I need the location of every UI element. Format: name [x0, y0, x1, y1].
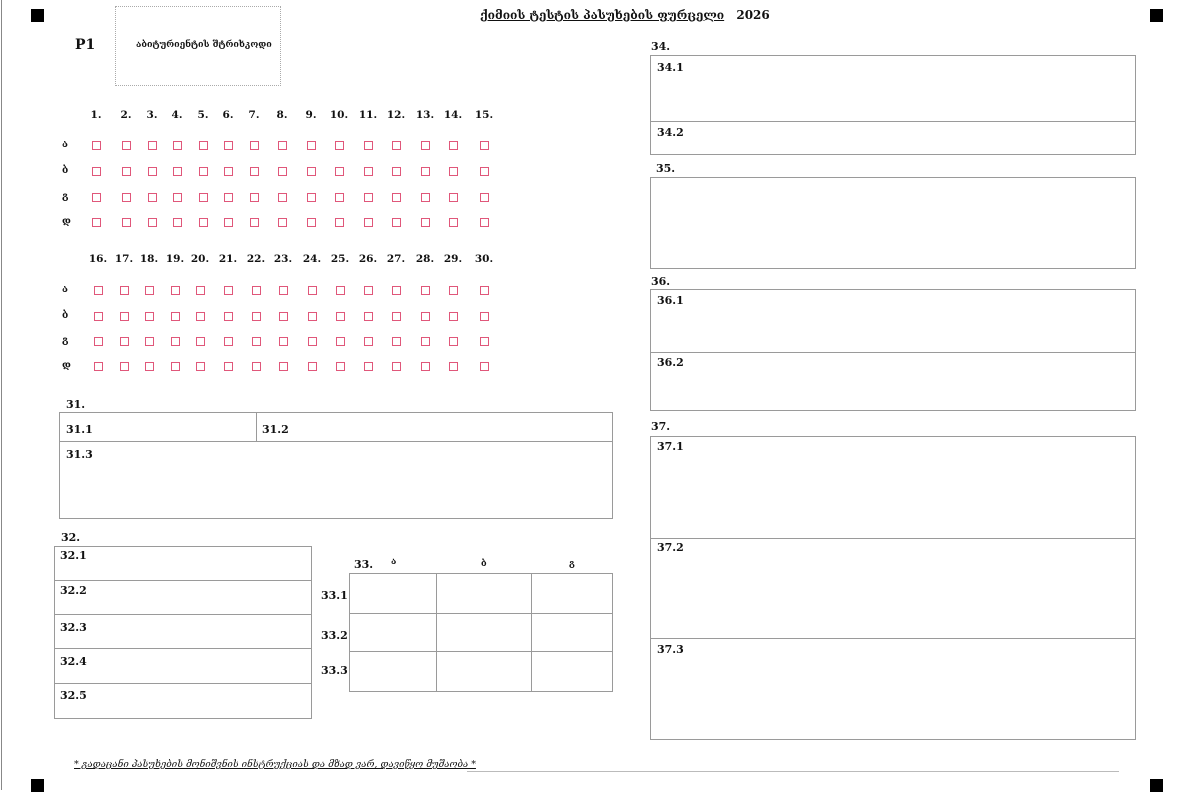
- answer-checkbox[interactable]: [449, 218, 458, 227]
- question-number: 20.: [190, 253, 210, 265]
- answer-checkbox[interactable]: [145, 337, 154, 346]
- answer-option-letter: გ: [62, 191, 69, 202]
- q31-label: 31.: [66, 398, 86, 411]
- answer-checkbox[interactable]: [196, 312, 205, 321]
- answer-checkbox[interactable]: [122, 218, 131, 227]
- answer-checkbox[interactable]: [364, 337, 373, 346]
- answer-checkbox[interactable]: [224, 286, 233, 295]
- answer-checkbox[interactable]: [250, 218, 259, 227]
- answer-checkbox[interactable]: [364, 286, 373, 295]
- q32-part-1-label: 32.1: [60, 549, 87, 562]
- answer-checkbox[interactable]: [421, 362, 430, 371]
- answer-checkbox[interactable]: [92, 141, 101, 150]
- answer-checkbox[interactable]: [199, 193, 208, 202]
- answer-checkbox[interactable]: [336, 362, 345, 371]
- answer-checkbox[interactable]: [480, 312, 489, 321]
- answer-checkbox[interactable]: [421, 193, 430, 202]
- answer-checkbox[interactable]: [392, 193, 401, 202]
- q32-part-4-label: 32.4: [60, 655, 87, 668]
- corner-marker-bottom-left: [31, 779, 44, 792]
- q34-part-2-label: 34.2: [657, 126, 684, 139]
- answer-checkbox[interactable]: [392, 362, 401, 371]
- question-number: 3.: [146, 109, 158, 121]
- answer-checkbox[interactable]: [94, 312, 103, 321]
- answer-checkbox[interactable]: [224, 337, 233, 346]
- answer-checkbox[interactable]: [224, 167, 233, 176]
- answer-checkbox[interactable]: [392, 337, 401, 346]
- answer-checkbox[interactable]: [279, 362, 288, 371]
- q31-split: [256, 412, 257, 441]
- answer-checkbox[interactable]: [364, 141, 373, 150]
- answer-checkbox[interactable]: [279, 286, 288, 295]
- q37-part-3-label: 37.3: [657, 643, 684, 656]
- q32-part-2-label: 32.2: [60, 584, 87, 597]
- question-number: 24.: [302, 253, 322, 265]
- q33-label: 33.: [354, 558, 374, 571]
- signature-line: [467, 771, 1119, 772]
- answer-checkbox[interactable]: [94, 286, 103, 295]
- answer-checkbox[interactable]: [250, 193, 259, 202]
- question-number: 11.: [358, 109, 378, 121]
- corner-marker-bottom-right: [1150, 779, 1163, 792]
- answer-checkbox[interactable]: [173, 193, 182, 202]
- answer-checkbox[interactable]: [199, 141, 208, 150]
- answer-checkbox[interactable]: [480, 337, 489, 346]
- form-code: P1: [75, 37, 96, 53]
- answer-checkbox[interactable]: [122, 193, 131, 202]
- answer-checkbox[interactable]: [421, 218, 430, 227]
- corner-marker-top-right: [1150, 9, 1163, 22]
- answer-checkbox[interactable]: [335, 218, 344, 227]
- q35-box: [650, 177, 1136, 269]
- question-number: 25.: [330, 253, 350, 265]
- q37-part-1-label: 37.1: [657, 440, 684, 453]
- answer-checkbox[interactable]: [250, 167, 259, 176]
- answer-checkbox[interactable]: [308, 337, 317, 346]
- answer-option-letter: დ: [62, 216, 71, 227]
- question-number: 6.: [222, 109, 234, 121]
- question-number: 15.: [474, 109, 494, 121]
- answer-checkbox[interactable]: [449, 193, 458, 202]
- answer-checkbox[interactable]: [336, 286, 345, 295]
- question-number: 8.: [276, 109, 288, 121]
- q35-label: 35.: [656, 162, 676, 175]
- answer-checkbox[interactable]: [196, 362, 205, 371]
- question-number: 23.: [273, 253, 293, 265]
- answer-checkbox[interactable]: [122, 167, 131, 176]
- q32-divider-2: [54, 614, 312, 615]
- q36-divider: [650, 352, 1136, 353]
- question-number: 2.: [120, 109, 132, 121]
- q32-part-3-label: 32.3: [60, 621, 87, 634]
- answer-checkbox[interactable]: [335, 141, 344, 150]
- answer-checkbox[interactable]: [278, 193, 287, 202]
- answer-checkbox[interactable]: [120, 312, 129, 321]
- answer-checkbox[interactable]: [449, 167, 458, 176]
- question-number: 17.: [114, 253, 134, 265]
- answer-option-letter: ბ: [62, 165, 69, 176]
- question-number: 26.: [358, 253, 378, 265]
- answer-checkbox[interactable]: [480, 193, 489, 202]
- answer-checkbox[interactable]: [308, 286, 317, 295]
- q32-box: [54, 546, 312, 719]
- q33-row-divider-1: [349, 613, 613, 614]
- page-title: [480, 8, 770, 22]
- q36-part-2-label: 36.2: [657, 356, 684, 369]
- answer-checkbox[interactable]: [308, 362, 317, 371]
- question-number: 28.: [415, 253, 435, 265]
- answer-checkbox[interactable]: [364, 218, 373, 227]
- answer-checkbox[interactable]: [196, 286, 205, 295]
- q33-col-divider-2: [531, 573, 532, 692]
- answer-checkbox[interactable]: [120, 286, 129, 295]
- answer-checkbox[interactable]: [480, 167, 489, 176]
- question-number: 16.: [88, 253, 108, 265]
- answer-checkbox[interactable]: [307, 218, 316, 227]
- q32-divider-4: [54, 683, 312, 684]
- answer-checkbox[interactable]: [199, 218, 208, 227]
- answer-checkbox[interactable]: [120, 337, 129, 346]
- question-number: 21.: [218, 253, 238, 265]
- answer-checkbox[interactable]: [364, 193, 373, 202]
- q37-box: [650, 436, 1136, 740]
- answer-checkbox[interactable]: [449, 312, 458, 321]
- answer-checkbox[interactable]: [449, 141, 458, 150]
- answer-checkbox[interactable]: [335, 193, 344, 202]
- page-title-text: ქიმიის ტესტის პასუხების ფურცელი: [480, 8, 725, 22]
- answer-option-letter: ა: [62, 284, 68, 295]
- answer-checkbox[interactable]: [307, 193, 316, 202]
- answer-checkbox[interactable]: [92, 218, 101, 227]
- answer-checkbox[interactable]: [171, 286, 180, 295]
- answer-checkbox[interactable]: [449, 337, 458, 346]
- q34-divider: [650, 121, 1136, 122]
- answer-checkbox[interactable]: [252, 362, 261, 371]
- answer-checkbox[interactable]: [250, 141, 259, 150]
- answer-checkbox[interactable]: [364, 312, 373, 321]
- answer-checkbox[interactable]: [307, 141, 316, 150]
- answer-checkbox[interactable]: [279, 337, 288, 346]
- q33-row-divider-2: [349, 651, 613, 652]
- answer-checkbox[interactable]: [196, 337, 205, 346]
- answer-checkbox[interactable]: [392, 286, 401, 295]
- answer-checkbox[interactable]: [148, 167, 157, 176]
- q34-box: [650, 55, 1136, 155]
- corner-marker-top-left: [31, 9, 44, 22]
- answer-checkbox[interactable]: [224, 141, 233, 150]
- answer-checkbox[interactable]: [148, 141, 157, 150]
- answer-checkbox[interactable]: [421, 167, 430, 176]
- answer-checkbox[interactable]: [173, 167, 182, 176]
- answer-checkbox[interactable]: [364, 167, 373, 176]
- answer-checkbox[interactable]: [173, 218, 182, 227]
- answer-checkbox[interactable]: [171, 362, 180, 371]
- page-title-year: 2026: [736, 8, 770, 22]
- question-number: 13.: [415, 109, 435, 121]
- q36-part-1-label: 36.1: [657, 294, 684, 307]
- question-number: 5.: [197, 109, 209, 121]
- answer-option-letter: დ: [62, 360, 71, 371]
- answer-checkbox[interactable]: [392, 141, 401, 150]
- answer-checkbox[interactable]: [171, 337, 180, 346]
- question-number: 22.: [246, 253, 266, 265]
- q33-col-divider-1: [436, 573, 437, 692]
- question-number: 18.: [139, 253, 159, 265]
- answer-checkbox[interactable]: [335, 167, 344, 176]
- q37-divider-1: [650, 538, 1136, 539]
- answer-checkbox[interactable]: [421, 337, 430, 346]
- answer-checkbox[interactable]: [94, 337, 103, 346]
- q33-col-a: ა: [391, 557, 397, 567]
- answer-checkbox[interactable]: [278, 167, 287, 176]
- answer-checkbox[interactable]: [224, 312, 233, 321]
- answer-checkbox[interactable]: [480, 286, 489, 295]
- answer-checkbox[interactable]: [308, 312, 317, 321]
- answer-checkbox[interactable]: [449, 286, 458, 295]
- question-number: 27.: [386, 253, 406, 265]
- answer-checkbox[interactable]: [148, 218, 157, 227]
- answer-checkbox[interactable]: [278, 218, 287, 227]
- answer-checkbox[interactable]: [120, 362, 129, 371]
- q33-row-2-label: 33.2: [321, 629, 348, 642]
- answer-checkbox[interactable]: [480, 362, 489, 371]
- answer-checkbox[interactable]: [224, 362, 233, 371]
- answer-checkbox[interactable]: [392, 218, 401, 227]
- answer-checkbox[interactable]: [336, 337, 345, 346]
- answer-checkbox[interactable]: [252, 337, 261, 346]
- answer-option-letter: ბ: [62, 310, 69, 321]
- answer-checkbox[interactable]: [252, 286, 261, 295]
- q36-box: [650, 289, 1136, 411]
- q31-part-3-label: 31.3: [66, 448, 93, 461]
- q32-label: 32.: [61, 531, 81, 544]
- answer-checkbox[interactable]: [224, 193, 233, 202]
- answer-checkbox[interactable]: [92, 193, 101, 202]
- answer-checkbox[interactable]: [145, 312, 154, 321]
- question-number: 7.: [248, 109, 260, 121]
- answer-checkbox[interactable]: [122, 141, 131, 150]
- answer-checkbox[interactable]: [336, 312, 345, 321]
- answer-checkbox[interactable]: [199, 167, 208, 176]
- answer-checkbox[interactable]: [252, 312, 261, 321]
- q37-part-2-label: 37.2: [657, 541, 684, 554]
- question-number: 14.: [443, 109, 463, 121]
- q33-col-b: ბ: [481, 559, 487, 569]
- answer-checkbox[interactable]: [307, 167, 316, 176]
- barcode-box-label: აბიტურიენტის შტრიხკოდი: [136, 40, 272, 50]
- question-number: 10.: [329, 109, 349, 121]
- question-number: 1.: [90, 109, 102, 121]
- answer-option-letter: გ: [62, 335, 69, 346]
- answer-checkbox[interactable]: [480, 141, 489, 150]
- answer-checkbox[interactable]: [364, 362, 373, 371]
- question-number: 12.: [386, 109, 406, 121]
- footer-note: * გადაცანი პასუხების მონიშვნის ინსტრუქციას და მზად ვარ, დავიწყო მუშაობა *: [74, 759, 476, 770]
- answer-checkbox[interactable]: [449, 362, 458, 371]
- page-edge-line: [1, 0, 2, 790]
- q31-divider: [59, 441, 613, 442]
- question-number: 29.: [443, 253, 463, 265]
- q31-box: [59, 412, 613, 519]
- answer-checkbox[interactable]: [148, 193, 157, 202]
- answer-checkbox[interactable]: [145, 362, 154, 371]
- answer-checkbox[interactable]: [421, 312, 430, 321]
- answer-checkbox[interactable]: [94, 362, 103, 371]
- answer-checkbox[interactable]: [224, 218, 233, 227]
- q32-divider-3: [54, 648, 312, 649]
- question-number: 30.: [474, 253, 494, 265]
- q33-row-3-label: 33.3: [321, 664, 348, 677]
- answer-checkbox[interactable]: [480, 218, 489, 227]
- q33-row-1-label: 33.1: [321, 589, 348, 602]
- q32-divider-1: [54, 580, 312, 581]
- question-number: 19.: [165, 253, 185, 265]
- q33-col-g: გ: [569, 559, 575, 569]
- q33-table: [349, 573, 613, 692]
- q37-label: 37.: [651, 420, 671, 433]
- q37-divider-2: [650, 638, 1136, 639]
- answer-checkbox[interactable]: [421, 286, 430, 295]
- answer-checkbox[interactable]: [145, 286, 154, 295]
- question-number: 4.: [171, 109, 183, 121]
- answer-checkbox[interactable]: [92, 167, 101, 176]
- q34-label: 34.: [651, 40, 671, 53]
- answer-checkbox[interactable]: [173, 141, 182, 150]
- q34-part-1-label: 34.1: [657, 61, 684, 74]
- answer-checkbox[interactable]: [278, 141, 287, 150]
- q31-part-1-label: 31.1: [66, 423, 93, 436]
- answer-checkbox[interactable]: [171, 312, 180, 321]
- question-number: 9.: [305, 109, 317, 121]
- answer-checkbox[interactable]: [392, 167, 401, 176]
- answer-checkbox[interactable]: [279, 312, 288, 321]
- answer-checkbox[interactable]: [392, 312, 401, 321]
- q32-part-5-label: 32.5: [60, 689, 87, 702]
- answer-checkbox[interactable]: [421, 141, 430, 150]
- answer-option-letter: ა: [62, 139, 68, 150]
- q31-part-2-label: 31.2: [262, 423, 289, 436]
- barcode-box: [115, 6, 281, 86]
- q36-label: 36.: [651, 275, 671, 288]
